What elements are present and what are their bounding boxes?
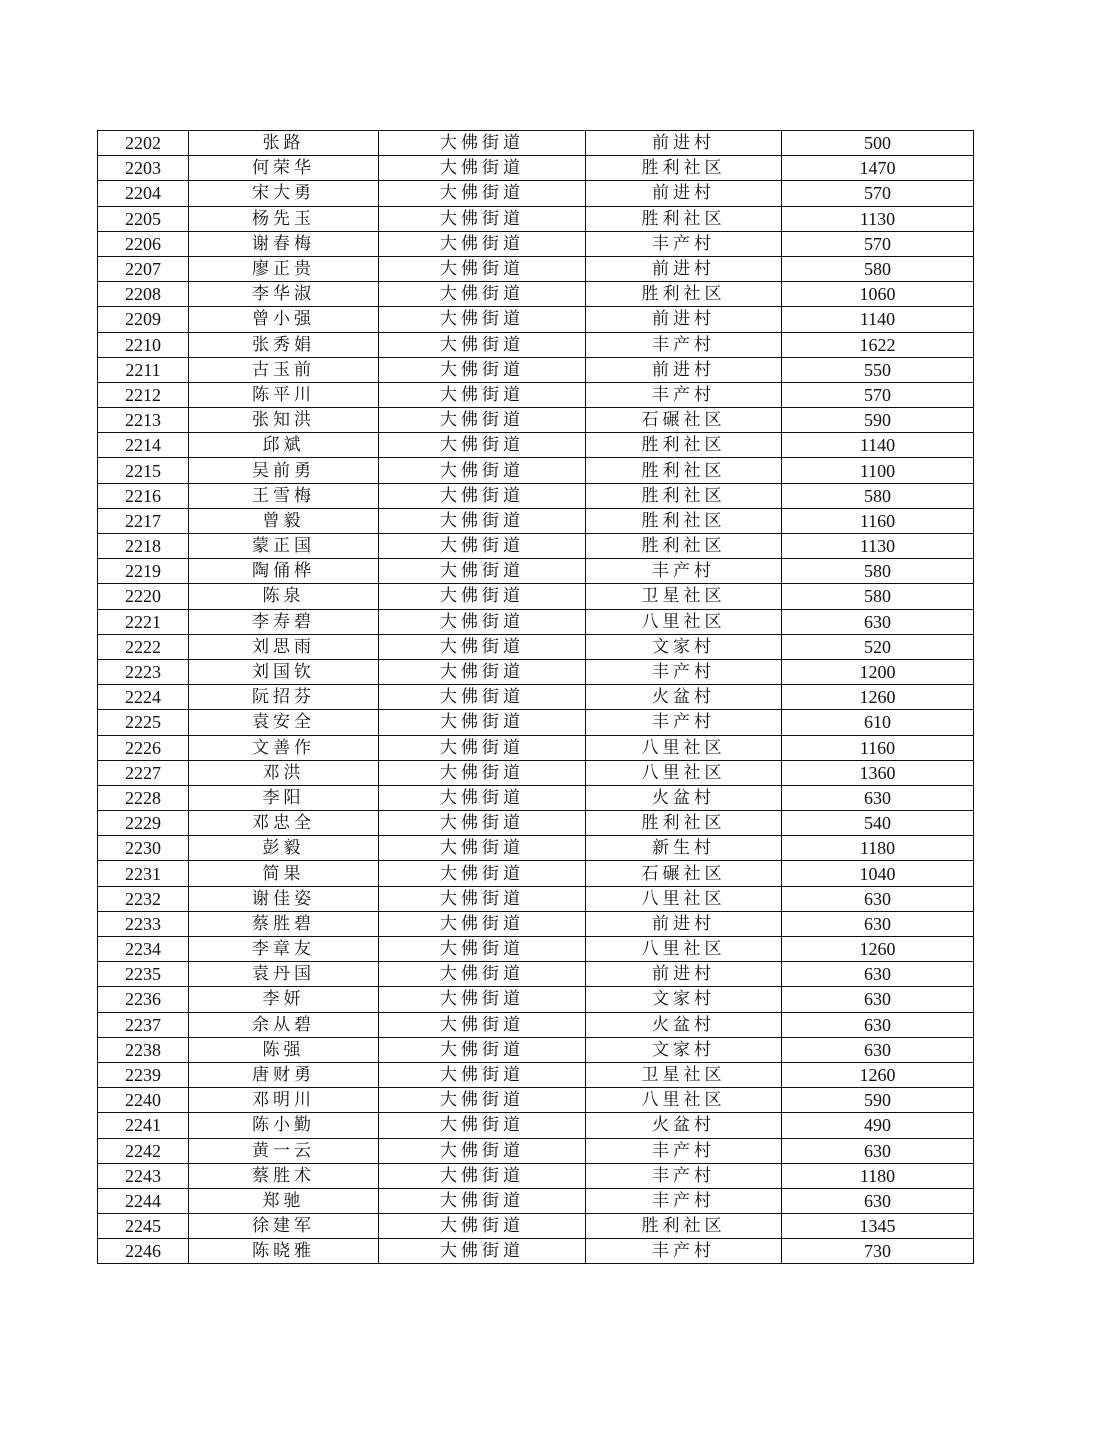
cell-street: 大佛街道 xyxy=(379,962,586,987)
cell-name: 曾毅 xyxy=(189,508,379,533)
cell-amount: 1060 xyxy=(782,282,974,307)
cell-street: 大佛街道 xyxy=(379,760,586,785)
cell-serial-number: 2211 xyxy=(98,357,189,382)
table-row xyxy=(98,987,974,1012)
cell-village: 火盆村 xyxy=(586,1012,782,1037)
table-row xyxy=(98,861,974,886)
cell-serial-number: 2223 xyxy=(98,659,189,684)
table-row xyxy=(98,508,974,533)
cell-name: 陈强 xyxy=(189,1037,379,1062)
cell-village: 丰产村 xyxy=(586,710,782,735)
cell-name: 张路 xyxy=(189,131,379,156)
cell-serial-number: 2234 xyxy=(98,937,189,962)
cell-serial-number: 2210 xyxy=(98,332,189,357)
cell-street: 大佛街道 xyxy=(379,886,586,911)
cell-serial-number: 2244 xyxy=(98,1188,189,1213)
cell-name: 余从碧 xyxy=(189,1012,379,1037)
table-row xyxy=(98,1163,974,1188)
cell-village: 丰产村 xyxy=(586,559,782,584)
cell-amount: 1260 xyxy=(782,937,974,962)
cell-village: 前进村 xyxy=(586,911,782,936)
cell-street: 大佛街道 xyxy=(379,534,586,559)
cell-street: 大佛街道 xyxy=(379,811,586,836)
cell-street: 大佛街道 xyxy=(379,836,586,861)
cell-name: 阮招芬 xyxy=(189,685,379,710)
cell-amount: 520 xyxy=(782,634,974,659)
cell-serial-number: 2237 xyxy=(98,1012,189,1037)
table-row xyxy=(98,156,974,181)
cell-street: 大佛街道 xyxy=(379,609,586,634)
cell-name: 陈泉 xyxy=(189,584,379,609)
cell-serial-number: 2229 xyxy=(98,811,189,836)
cell-serial-number: 2202 xyxy=(98,131,189,156)
cell-name: 陈平川 xyxy=(189,382,379,407)
cell-serial-number: 2240 xyxy=(98,1088,189,1113)
table-row xyxy=(98,1037,974,1062)
cell-name: 邓洪 xyxy=(189,760,379,785)
table-row xyxy=(98,811,974,836)
cell-amount: 630 xyxy=(782,609,974,634)
table-row xyxy=(98,1138,974,1163)
cell-street: 大佛街道 xyxy=(379,685,586,710)
cell-village: 前进村 xyxy=(586,256,782,281)
table-row xyxy=(98,735,974,760)
cell-village: 胜利社区 xyxy=(586,206,782,231)
cell-street: 大佛街道 xyxy=(379,408,586,433)
cell-street: 大佛街道 xyxy=(379,1188,586,1213)
table-row xyxy=(98,534,974,559)
cell-village: 前进村 xyxy=(586,181,782,206)
table-row xyxy=(98,231,974,256)
table-row xyxy=(98,357,974,382)
cell-serial-number: 2236 xyxy=(98,987,189,1012)
cell-name: 陈晓雅 xyxy=(189,1239,379,1264)
cell-village: 丰产村 xyxy=(586,1163,782,1188)
table-row xyxy=(98,1088,974,1113)
table-row xyxy=(98,911,974,936)
table-row xyxy=(98,1113,974,1138)
table-row xyxy=(98,785,974,810)
cell-name: 谢佳姿 xyxy=(189,886,379,911)
cell-street: 大佛街道 xyxy=(379,332,586,357)
cell-street: 大佛街道 xyxy=(379,1012,586,1037)
cell-amount: 1160 xyxy=(782,508,974,533)
cell-name: 唐财勇 xyxy=(189,1062,379,1087)
cell-street: 大佛街道 xyxy=(379,131,586,156)
cell-serial-number: 2245 xyxy=(98,1214,189,1239)
cell-amount: 580 xyxy=(782,483,974,508)
cell-street: 大佛街道 xyxy=(379,181,586,206)
cell-serial-number: 2207 xyxy=(98,256,189,281)
cell-village: 胜利社区 xyxy=(586,483,782,508)
cell-serial-number: 2228 xyxy=(98,785,189,810)
cell-serial-number: 2243 xyxy=(98,1163,189,1188)
cell-amount: 1180 xyxy=(782,1163,974,1188)
cell-name: 简果 xyxy=(189,861,379,886)
cell-serial-number: 2216 xyxy=(98,483,189,508)
cell-amount: 630 xyxy=(782,1037,974,1062)
table-row xyxy=(98,433,974,458)
cell-amount: 630 xyxy=(782,1188,974,1213)
cell-village: 石碾社区 xyxy=(586,408,782,433)
table-row xyxy=(98,1214,974,1239)
table-row xyxy=(98,256,974,281)
cell-amount: 630 xyxy=(782,911,974,936)
cell-serial-number: 2213 xyxy=(98,408,189,433)
cell-street: 大佛街道 xyxy=(379,1088,586,1113)
cell-name: 吴前勇 xyxy=(189,458,379,483)
table-row xyxy=(98,408,974,433)
cell-village: 卫星社区 xyxy=(586,1062,782,1087)
table-row xyxy=(98,332,974,357)
cell-amount: 1360 xyxy=(782,760,974,785)
cell-street: 大佛街道 xyxy=(379,937,586,962)
cell-village: 前进村 xyxy=(586,307,782,332)
cell-amount: 610 xyxy=(782,710,974,735)
cell-street: 大佛街道 xyxy=(379,458,586,483)
cell-serial-number: 2215 xyxy=(98,458,189,483)
table-row xyxy=(98,1239,974,1264)
cell-village: 文家村 xyxy=(586,1037,782,1062)
cell-amount: 580 xyxy=(782,559,974,584)
cell-name: 蔡胜术 xyxy=(189,1163,379,1188)
table-row xyxy=(98,559,974,584)
cell-street: 大佛街道 xyxy=(379,282,586,307)
cell-name: 邱斌 xyxy=(189,433,379,458)
cell-serial-number: 2220 xyxy=(98,584,189,609)
cell-name: 黄一云 xyxy=(189,1138,379,1163)
cell-street: 大佛街道 xyxy=(379,559,586,584)
cell-village: 丰产村 xyxy=(586,1188,782,1213)
table-row xyxy=(98,206,974,231)
cell-village: 丰产村 xyxy=(586,382,782,407)
cell-amount: 630 xyxy=(782,886,974,911)
cell-village: 胜利社区 xyxy=(586,508,782,533)
cell-village: 火盆村 xyxy=(586,785,782,810)
cell-street: 大佛街道 xyxy=(379,1239,586,1264)
cell-amount: 630 xyxy=(782,1012,974,1037)
cell-amount: 1470 xyxy=(782,156,974,181)
cell-village: 丰产村 xyxy=(586,332,782,357)
cell-amount: 1180 xyxy=(782,836,974,861)
cell-street: 大佛街道 xyxy=(379,1163,586,1188)
cell-name: 徐建军 xyxy=(189,1214,379,1239)
cell-serial-number: 2227 xyxy=(98,760,189,785)
cell-name: 曾小强 xyxy=(189,307,379,332)
cell-village: 八里社区 xyxy=(586,735,782,760)
cell-name: 李寿碧 xyxy=(189,609,379,634)
cell-serial-number: 2222 xyxy=(98,634,189,659)
table-row xyxy=(98,962,974,987)
cell-amount: 500 xyxy=(782,131,974,156)
table-row xyxy=(98,634,974,659)
table-row xyxy=(98,937,974,962)
cell-village: 卫星社区 xyxy=(586,584,782,609)
cell-village: 丰产村 xyxy=(586,231,782,256)
cell-village: 前进村 xyxy=(586,962,782,987)
table-row xyxy=(98,1062,974,1087)
cell-village: 丰产村 xyxy=(586,1239,782,1264)
cell-amount: 1260 xyxy=(782,685,974,710)
cell-name: 李阳 xyxy=(189,785,379,810)
cell-street: 大佛街道 xyxy=(379,987,586,1012)
cell-amount: 1130 xyxy=(782,534,974,559)
cell-amount: 490 xyxy=(782,1113,974,1138)
cell-street: 大佛街道 xyxy=(379,156,586,181)
cell-amount: 1345 xyxy=(782,1214,974,1239)
cell-village: 火盆村 xyxy=(586,1113,782,1138)
cell-street: 大佛街道 xyxy=(379,584,586,609)
cell-amount: 1140 xyxy=(782,307,974,332)
cell-serial-number: 2204 xyxy=(98,181,189,206)
table-row xyxy=(98,131,974,156)
cell-amount: 590 xyxy=(782,408,974,433)
cell-street: 大佛街道 xyxy=(379,785,586,810)
cell-village: 八里社区 xyxy=(586,1088,782,1113)
cell-name: 刘思雨 xyxy=(189,634,379,659)
cell-street: 大佛街道 xyxy=(379,357,586,382)
cell-serial-number: 2230 xyxy=(98,836,189,861)
table-row xyxy=(98,307,974,332)
cell-serial-number: 2226 xyxy=(98,735,189,760)
cell-name: 邓明川 xyxy=(189,1088,379,1113)
table-row xyxy=(98,483,974,508)
cell-amount: 1040 xyxy=(782,861,974,886)
cell-serial-number: 2233 xyxy=(98,911,189,936)
cell-street: 大佛街道 xyxy=(379,1214,586,1239)
cell-street: 大佛街道 xyxy=(379,1113,586,1138)
cell-village: 八里社区 xyxy=(586,886,782,911)
cell-street: 大佛街道 xyxy=(379,508,586,533)
cell-name: 古玉前 xyxy=(189,357,379,382)
cell-street: 大佛街道 xyxy=(379,231,586,256)
table-row xyxy=(98,458,974,483)
cell-serial-number: 2209 xyxy=(98,307,189,332)
table-row xyxy=(98,282,974,307)
cell-amount: 1260 xyxy=(782,1062,974,1087)
cell-serial-number: 2232 xyxy=(98,886,189,911)
cell-amount: 630 xyxy=(782,1138,974,1163)
cell-name: 彭毅 xyxy=(189,836,379,861)
cell-amount: 630 xyxy=(782,987,974,1012)
cell-serial-number: 2235 xyxy=(98,962,189,987)
cell-serial-number: 2238 xyxy=(98,1037,189,1062)
cell-amount: 570 xyxy=(782,382,974,407)
cell-serial-number: 2217 xyxy=(98,508,189,533)
table-row xyxy=(98,609,974,634)
cell-serial-number: 2242 xyxy=(98,1138,189,1163)
cell-street: 大佛街道 xyxy=(379,433,586,458)
cell-amount: 1160 xyxy=(782,735,974,760)
cell-street: 大佛街道 xyxy=(379,483,586,508)
cell-village: 文家村 xyxy=(586,634,782,659)
table-row xyxy=(98,659,974,684)
cell-amount: 1140 xyxy=(782,433,974,458)
cell-name: 李华淑 xyxy=(189,282,379,307)
cell-village: 八里社区 xyxy=(586,609,782,634)
cell-name: 王雪梅 xyxy=(189,483,379,508)
table-row xyxy=(98,836,974,861)
cell-name: 谢春梅 xyxy=(189,231,379,256)
cell-serial-number: 2214 xyxy=(98,433,189,458)
cell-village: 新生村 xyxy=(586,836,782,861)
cell-amount: 630 xyxy=(782,962,974,987)
cell-street: 大佛街道 xyxy=(379,1062,586,1087)
cell-amount: 580 xyxy=(782,256,974,281)
table-row xyxy=(98,685,974,710)
cell-serial-number: 2221 xyxy=(98,609,189,634)
cell-serial-number: 2224 xyxy=(98,685,189,710)
table-row xyxy=(98,886,974,911)
cell-amount: 570 xyxy=(782,231,974,256)
cell-serial-number: 2225 xyxy=(98,710,189,735)
table-row xyxy=(98,1188,974,1213)
cell-street: 大佛街道 xyxy=(379,1138,586,1163)
cell-amount: 550 xyxy=(782,357,974,382)
cell-village: 八里社区 xyxy=(586,760,782,785)
cell-name: 邓忠全 xyxy=(189,811,379,836)
cell-amount: 580 xyxy=(782,584,974,609)
cell-amount: 1100 xyxy=(782,458,974,483)
cell-name: 陈小勤 xyxy=(189,1113,379,1138)
cell-village: 前进村 xyxy=(586,357,782,382)
cell-village: 胜利社区 xyxy=(586,282,782,307)
cell-name: 袁安全 xyxy=(189,710,379,735)
cell-village: 胜利社区 xyxy=(586,458,782,483)
cell-amount: 590 xyxy=(782,1088,974,1113)
cell-name: 杨先玉 xyxy=(189,206,379,231)
cell-village: 胜利社区 xyxy=(586,811,782,836)
cell-street: 大佛街道 xyxy=(379,634,586,659)
cell-street: 大佛街道 xyxy=(379,911,586,936)
cell-serial-number: 2206 xyxy=(98,231,189,256)
cell-village: 胜利社区 xyxy=(586,534,782,559)
cell-village: 前进村 xyxy=(586,131,782,156)
cell-village: 文家村 xyxy=(586,987,782,1012)
cell-name: 陶俑桦 xyxy=(189,559,379,584)
cell-name: 宋大勇 xyxy=(189,181,379,206)
cell-street: 大佛街道 xyxy=(379,861,586,886)
table-row xyxy=(98,710,974,735)
cell-village: 丰产村 xyxy=(586,659,782,684)
cell-name: 文善作 xyxy=(189,735,379,760)
cell-street: 大佛街道 xyxy=(379,735,586,760)
cell-village: 火盆村 xyxy=(586,685,782,710)
cell-serial-number: 2205 xyxy=(98,206,189,231)
cell-serial-number: 2208 xyxy=(98,282,189,307)
table-row xyxy=(98,584,974,609)
cell-village: 胜利社区 xyxy=(586,1214,782,1239)
cell-serial-number: 2218 xyxy=(98,534,189,559)
cell-amount: 1130 xyxy=(782,206,974,231)
cell-amount: 1622 xyxy=(782,332,974,357)
cell-amount: 540 xyxy=(782,811,974,836)
cell-name: 张秀娟 xyxy=(189,332,379,357)
cell-street: 大佛街道 xyxy=(379,256,586,281)
cell-name: 何荣华 xyxy=(189,156,379,181)
cell-street: 大佛街道 xyxy=(379,710,586,735)
cell-name: 李妍 xyxy=(189,987,379,1012)
table-row xyxy=(98,760,974,785)
cell-village: 八里社区 xyxy=(586,937,782,962)
subsidy-table xyxy=(97,130,974,1264)
table-body xyxy=(98,131,974,1264)
cell-serial-number: 2203 xyxy=(98,156,189,181)
cell-village: 丰产村 xyxy=(586,1138,782,1163)
cell-amount: 1200 xyxy=(782,659,974,684)
cell-village: 胜利社区 xyxy=(586,433,782,458)
cell-name: 蔡胜碧 xyxy=(189,911,379,936)
cell-street: 大佛街道 xyxy=(379,659,586,684)
cell-name: 李章友 xyxy=(189,937,379,962)
cell-serial-number: 2241 xyxy=(98,1113,189,1138)
cell-amount: 570 xyxy=(782,181,974,206)
cell-name: 郑驰 xyxy=(189,1188,379,1213)
cell-serial-number: 2231 xyxy=(98,861,189,886)
cell-street: 大佛街道 xyxy=(379,307,586,332)
cell-name: 袁丹国 xyxy=(189,962,379,987)
cell-street: 大佛街道 xyxy=(379,206,586,231)
cell-village: 胜利社区 xyxy=(586,156,782,181)
cell-serial-number: 2212 xyxy=(98,382,189,407)
table-row xyxy=(98,382,974,407)
cell-name: 廖正贵 xyxy=(189,256,379,281)
cell-name: 刘国钦 xyxy=(189,659,379,684)
table-row xyxy=(98,181,974,206)
table-row xyxy=(98,1012,974,1037)
cell-name: 张知洪 xyxy=(189,408,379,433)
cell-name: 蒙正国 xyxy=(189,534,379,559)
cell-amount: 630 xyxy=(782,785,974,810)
cell-street: 大佛街道 xyxy=(379,1037,586,1062)
cell-serial-number: 2239 xyxy=(98,1062,189,1087)
cell-village: 石碾社区 xyxy=(586,861,782,886)
cell-amount: 730 xyxy=(782,1239,974,1264)
cell-serial-number: 2219 xyxy=(98,559,189,584)
cell-street: 大佛街道 xyxy=(379,382,586,407)
cell-serial-number: 2246 xyxy=(98,1239,189,1264)
